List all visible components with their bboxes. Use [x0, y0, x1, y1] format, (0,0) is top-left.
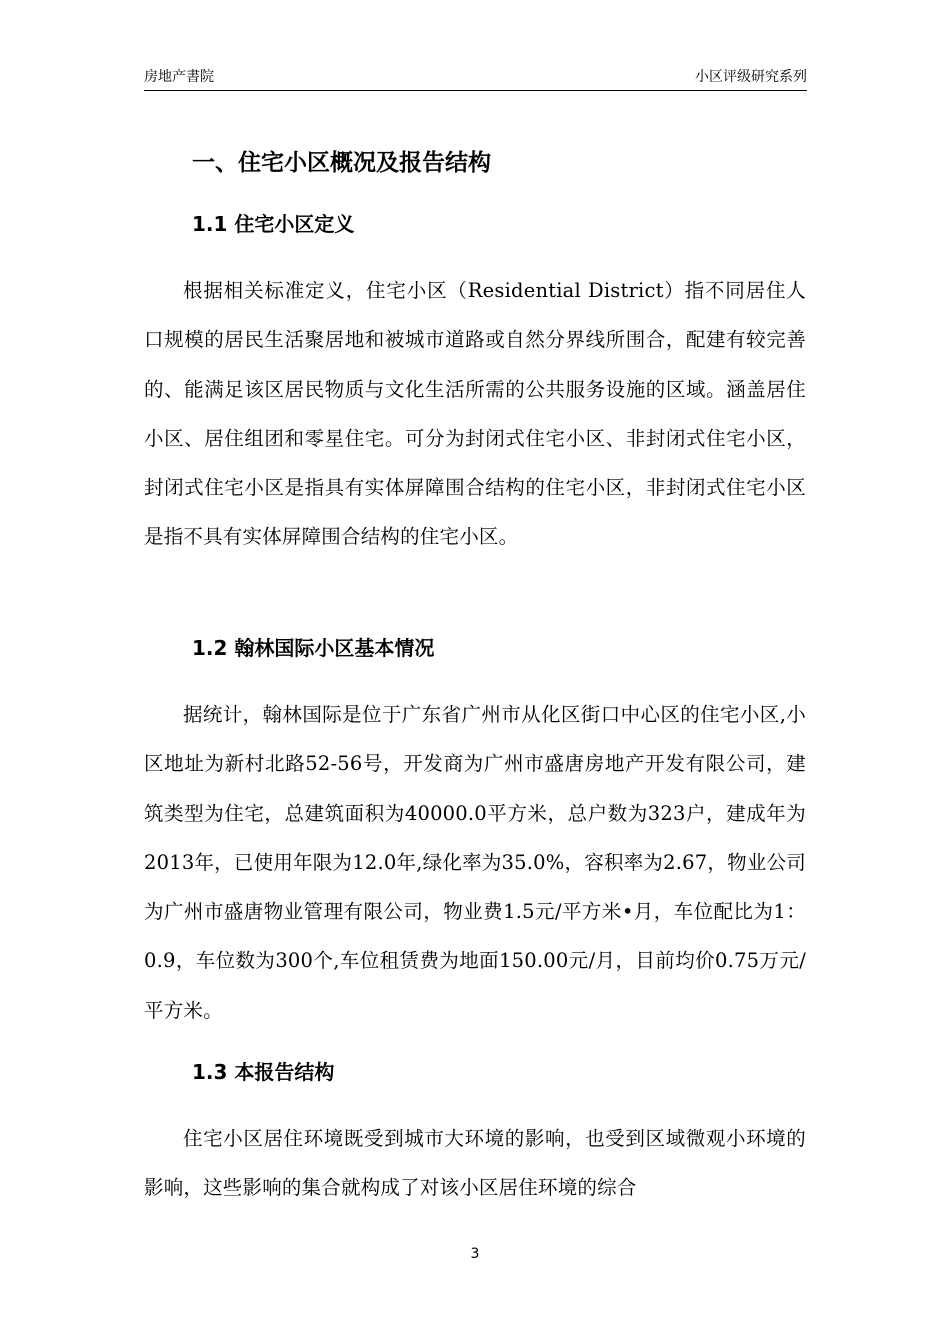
subsection-heading-1-3: 1.3 本报告结构	[192, 1060, 335, 1084]
section-title: 一、住宅小区概况及报告结构	[192, 150, 491, 176]
subsection-heading-1-2: 1.2 翰林国际小区基本情况	[192, 636, 435, 660]
paragraph-basic-info: 据统计，翰林国际是位于广东省广州市从化区街口中心区的住宅小区,小区地址为新村北路52-56号，开发商为广州市盛唐房地产开发有限公司，建筑类型为住宅，总建筑面积为40000.0平方米，总户数为323户，建成年为2013年，已使用年限为12.0年,绿化率为35.0%，容积率为2.67，物业公司为广州市盛唐物业管理有限公司，物业费1.5元/平方米•月，车位配比为1：0.9，车位数为300个,车位租赁费为地面150.00元/月，目前均价0.75万元/平方米。	[144, 703, 806, 1022]
page-number: 3	[470, 1246, 480, 1262]
paragraph-report-structure: 住宅小区居住环境既受到城市大环境的影响，也受到区域微观小环境的影响，这些影响的集合就构成了对该小区居住环境的综合	[144, 1127, 806, 1200]
paragraph-definition: 根据相关标准定义，住宅小区（Residential District）指不同居住人口规模的居民生活聚居地和被城市道路或自然分界线所围合，配建有较完善的、能满足该区居民物质与文化生活所需的公共服务设施的区域。涵盖居住小区、居住组团和零星住宅。可分为封闭式住宅小区、非封闭式住宅小区，封闭式住宅小区是指具有实体屏障围合结构的住宅小区，非封闭式住宅小区是指不具有实体屏障围合结构的住宅小区。	[144, 279, 806, 549]
header-publisher: 房地产書院	[144, 69, 214, 85]
subsection-heading-1-1: 1.1 住宅小区定义	[192, 212, 355, 236]
header-series-title: 小区评级研究系列	[695, 69, 807, 85]
page-header	[144, 64, 807, 91]
